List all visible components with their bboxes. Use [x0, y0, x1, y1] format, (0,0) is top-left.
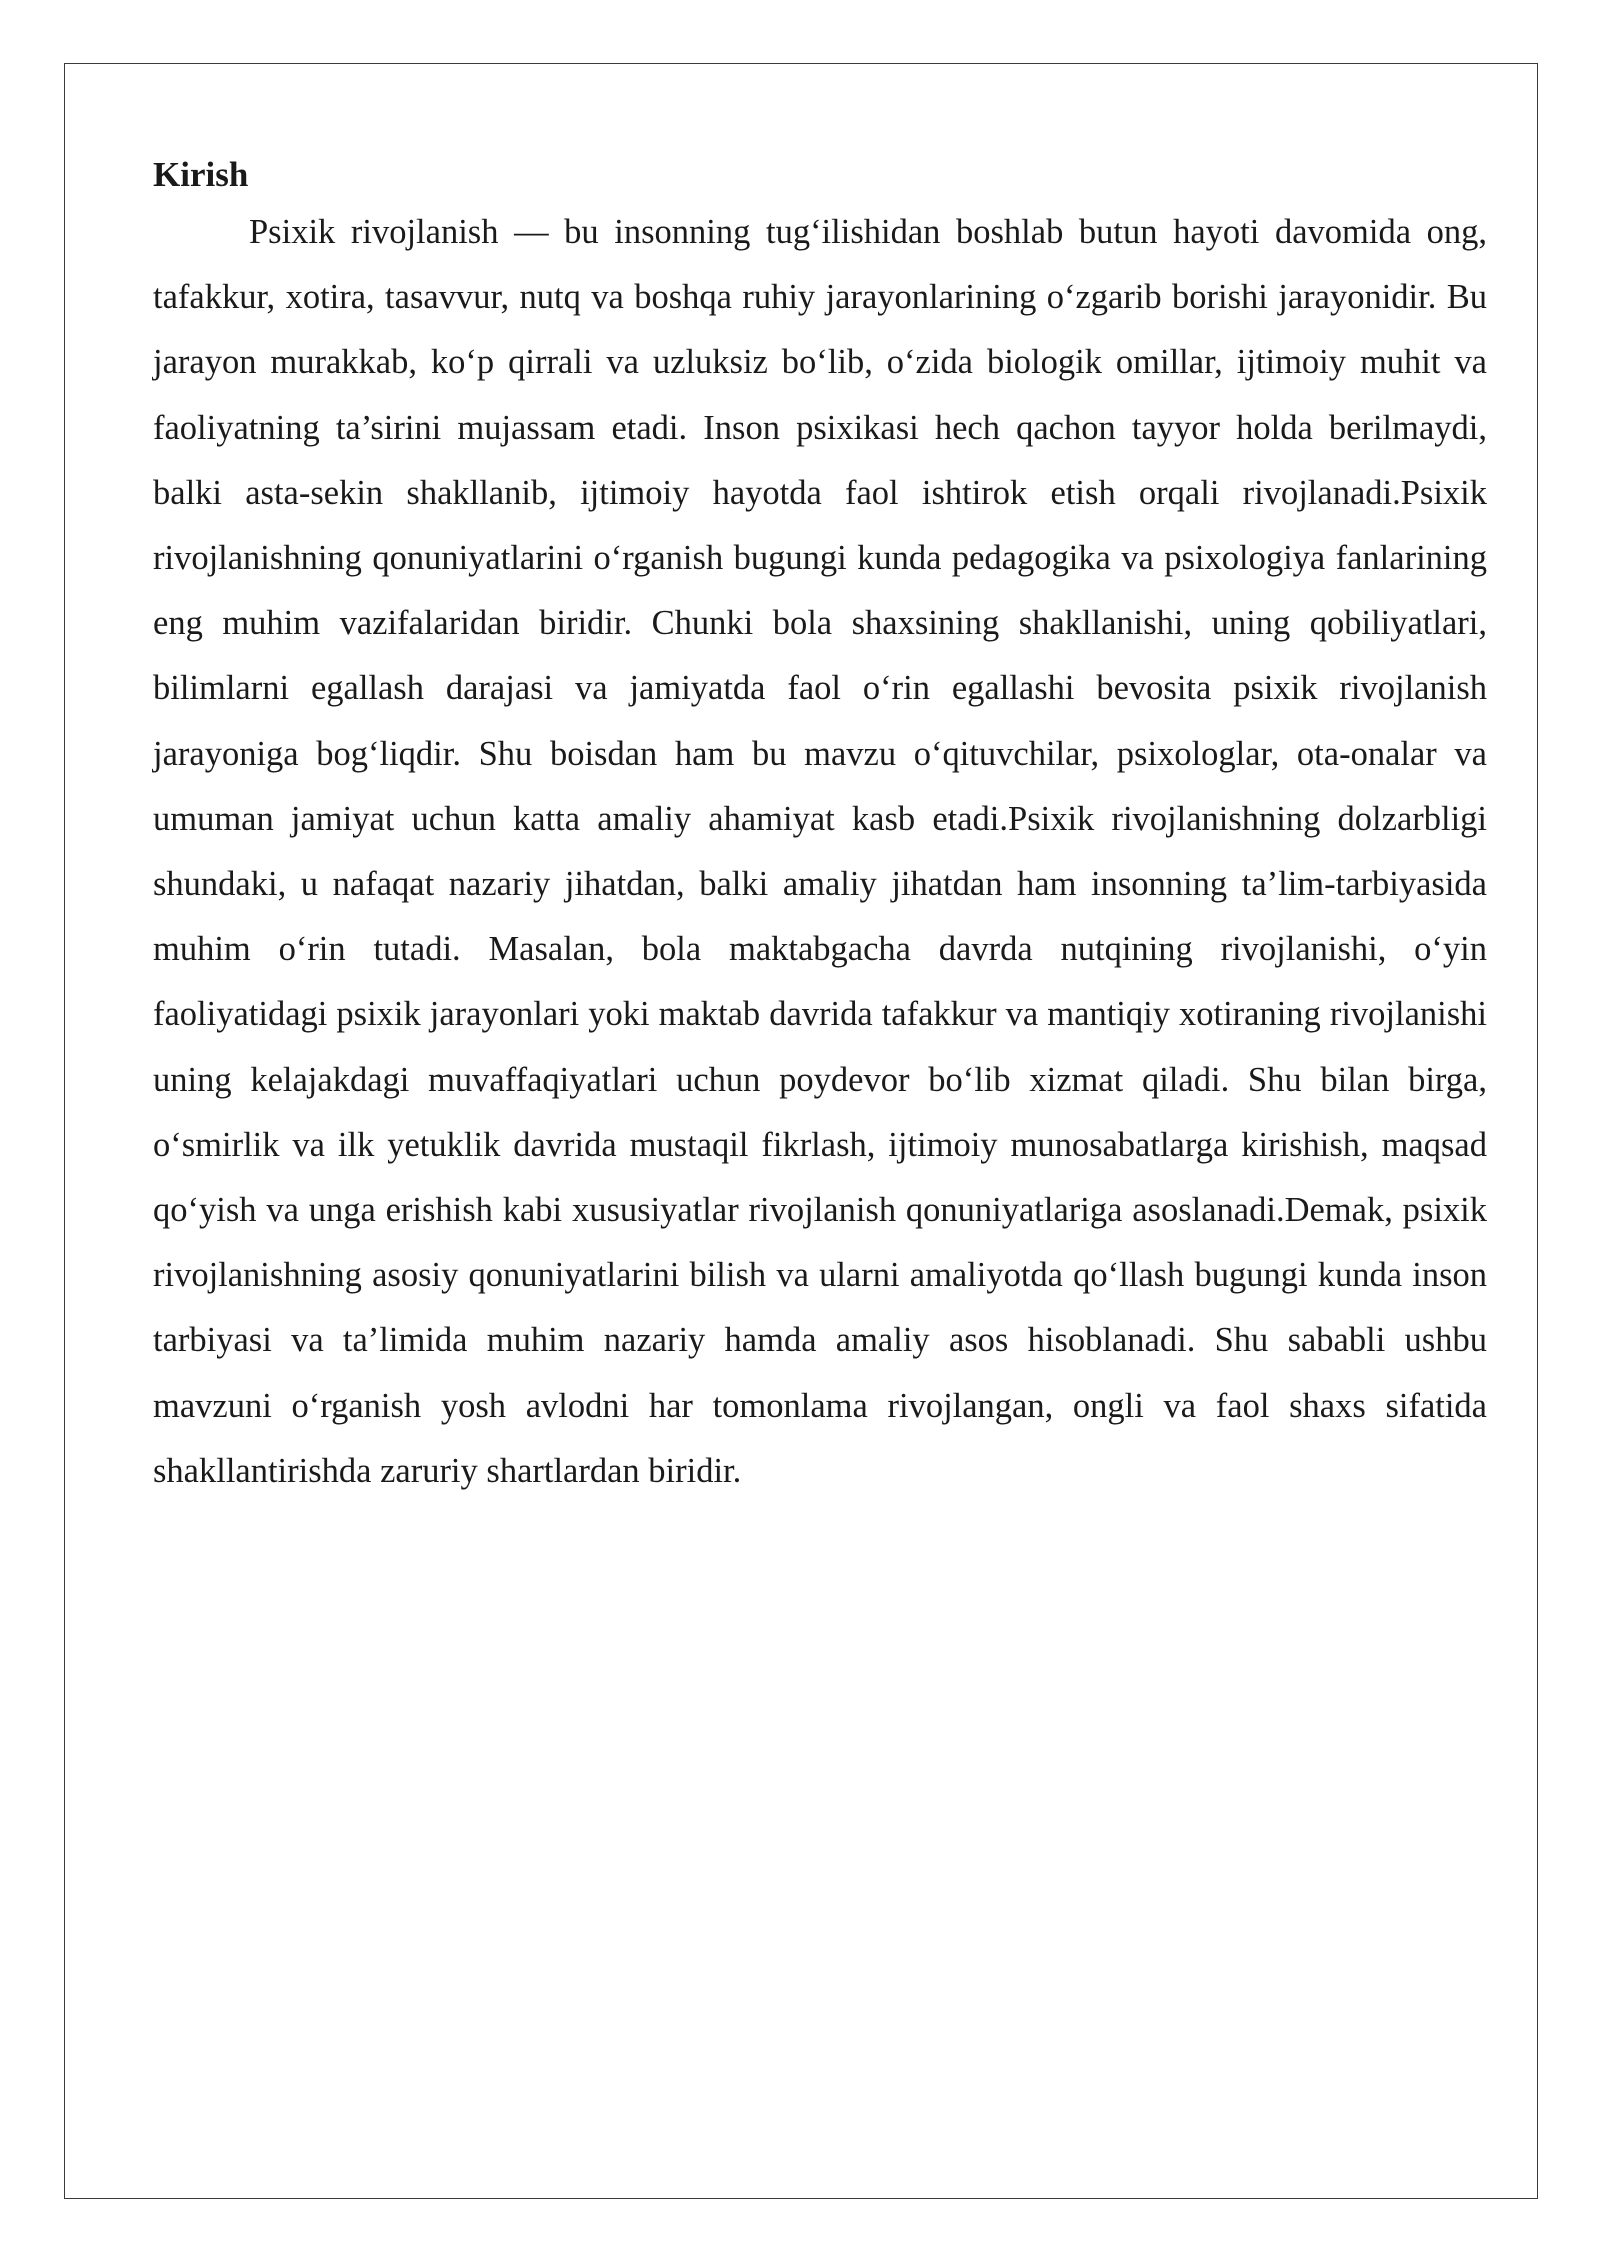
document-content [153, 150, 1487, 1504]
section-heading: Kirish [153, 155, 249, 194]
body-paragraph: Psixik rivojlanish — bu insonning tug‘ilishidan boshlab butun hayoti davomida ong, tafakkur, xotira, tasavvur, nutq va boshqa ruhiy jarayonlarining o‘zgarib borishi jarayonidir. Bu jarayon murakkab, ko‘p qirrali va uzluksiz bo‘lib, o‘zida biologik omillar, ijtimoiy muhit va faoliyatning ta’sirini mujassam etadi. Inson psixikasi hech qachon tayyor holda berilmaydi, balki asta-sekin shakllanib, ijtimoiy hayotda faol ishtirok etish orqali rivojlanadi.Psixik rivojlanishning qonuniyatlarini o‘rganish bugungi kunda pedagogika va psixologiya fanlarining eng muhim vazifalaridan biridir. Chunki bola shaxsining shakllanishi, uning qobiliyatlari, bilimlarni egallash darajasi va jamiyatda faol o‘rin egallashi bevosita psixik rivojlanish jarayoniga bog‘liqdir. Shu boisdan ham bu mavzu o‘qituvchilar, psixologlar, ota-onalar va umuman jamiyat uchun katta amaliy ahamiyat kasb etadi.Psixik rivojlanishning dolzarbligi shundaki, u nafaqat nazariy jihatdan, balki amaliy jihatdan ham insonning ta’lim-tarbiyasida muhim o‘rin tutadi. Masalan, bola maktabgacha davrda nutqining rivojlanishi, o‘yin faoliyatidagi psixik jarayonlari yoki maktab davrida tafakkur va mantiqiy xotiraning rivojlanishi uning kelajakdagi muvaffaqiyatlari uchun poydevor bo‘lib xizmat qiladi. Shu bilan birga, o‘smirlik va ilk yetuklik davrida mustaqil fikrlash, ijtimoiy munosabatlarga kirishish, maqsad qo‘yish va unga erishish kabi xususiyatlar rivojlanish qonuniyatlariga asoslanadi.Demak, psixik rivojlanishning asosiy qonuniyatlarini bilish va ularni amaliyotda qo‘llash bugungi kunda inson tarbiyasi va ta’limida muhim nazariy hamda amaliy asos hisoblanadi. Shu sababli ushbu mavzuni o‘rganish yosh avlodni har tomonlama rivojlangan, ongli va faol shaxs sifatida shakllantirishda zaruriy shartlardan biridir. [153, 213, 1487, 1490]
